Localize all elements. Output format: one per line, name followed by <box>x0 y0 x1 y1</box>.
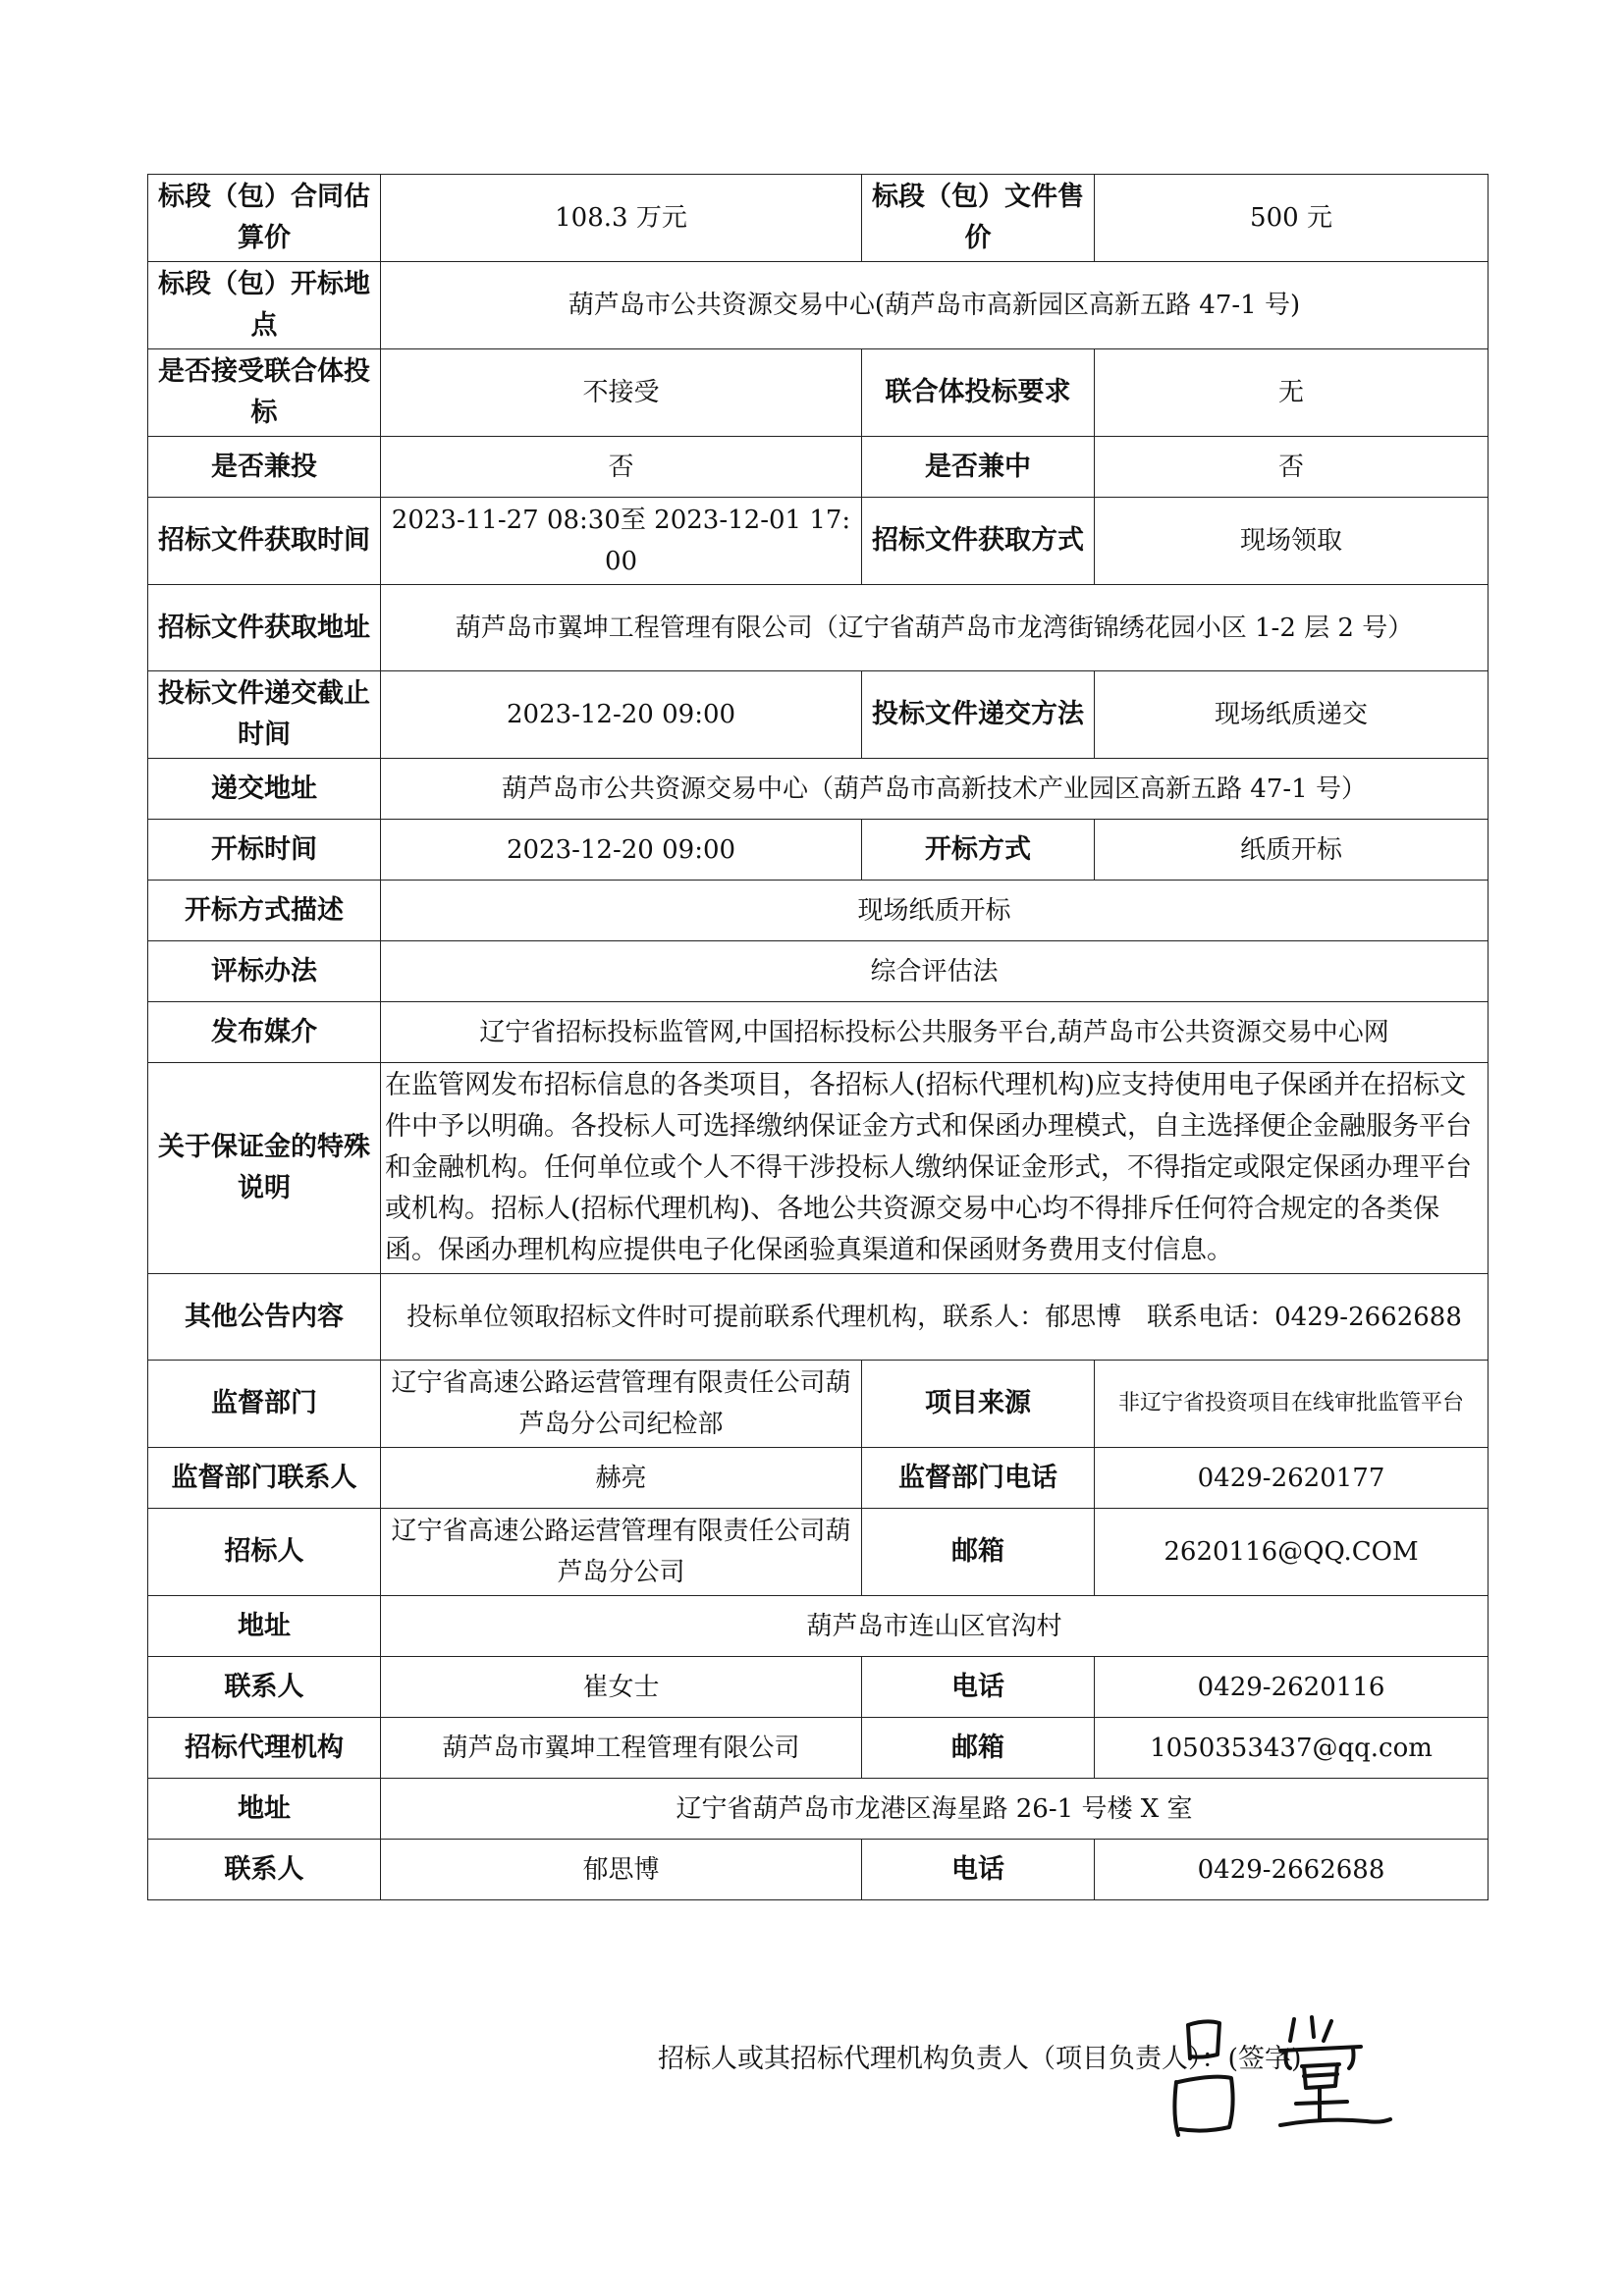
label-document-price: 标段（包）文件售价 <box>862 175 1095 262</box>
row-evaluation <box>148 941 1489 1002</box>
label-tenderer-phone: 电话 <box>862 1657 1095 1718</box>
value-evaluation-method: 综合评估法 <box>381 941 1489 1002</box>
row-tenderer <box>148 1509 1489 1596</box>
label-tenderer-email: 邮箱 <box>862 1509 1095 1596</box>
label-tenderer: 招标人 <box>148 1509 381 1596</box>
value-obtain-place: 葫芦岛市翼坤工程管理有限公司（辽宁省葫芦岛市龙湾街锦绣花园小区 1-2 层 2 号） <box>381 585 1489 671</box>
row-supervision <box>148 1361 1489 1448</box>
label-open-time: 开标时间 <box>148 820 381 881</box>
value-open-time: 2023-12-20 09:00 <box>381 820 862 881</box>
value-project-source: 非辽宁省投资项目在线审批监管平台 <box>1095 1361 1489 1448</box>
label-concurrent-win: 是否兼中 <box>862 437 1095 498</box>
row-agency-contact <box>148 1840 1489 1900</box>
label-supervision-dept: 监督部门 <box>148 1361 381 1448</box>
label-obtain-method: 招标文件获取方式 <box>862 498 1095 585</box>
row-tenderer-address <box>148 1596 1489 1657</box>
value-submit-method: 现场纸质递交 <box>1095 671 1489 759</box>
value-agency-address: 辽宁省葫芦岛市龙港区海星路 26-1 号楼 X 室 <box>381 1779 1489 1840</box>
value-tenderer-address: 葫芦岛市连山区官沟村 <box>381 1596 1489 1657</box>
value-tenderer-contact: 崔女士 <box>381 1657 862 1718</box>
label-tenderer-contact: 联系人 <box>148 1657 381 1718</box>
label-open-description: 开标方式描述 <box>148 881 381 941</box>
label-open-place: 标段（包）开标地点 <box>148 262 381 349</box>
row-price <box>148 175 1489 262</box>
row-open-place <box>148 262 1489 349</box>
label-publish-media: 发布媒介 <box>148 1002 381 1063</box>
row-deposit <box>148 1063 1489 1274</box>
label-obtain-place: 招标文件获取地址 <box>148 585 381 671</box>
value-obtain-method: 现场领取 <box>1095 498 1489 585</box>
value-supervision-phone: 0429-2620177 <box>1095 1448 1489 1509</box>
value-tenderer-phone: 0429-2620116 <box>1095 1657 1489 1718</box>
row-concurrent <box>148 437 1489 498</box>
row-deadline <box>148 671 1489 759</box>
label-concurrent-bid: 是否兼投 <box>148 437 381 498</box>
value-agency-email: 1050353437@qq.com <box>1095 1718 1489 1779</box>
row-obtain <box>148 498 1489 585</box>
row-open-time <box>148 820 1489 881</box>
value-supervision-dept: 辽宁省高速公路运营管理有限责任公司葫芦岛分公司纪检部 <box>381 1361 862 1448</box>
label-consortium-requirements: 联合体投标要求 <box>862 349 1095 437</box>
value-concurrent-win: 否 <box>1095 437 1489 498</box>
value-submit-place: 葫芦岛市公共资源交易中心（葫芦岛市高新技术产业园区高新五路 47-1 号） <box>381 759 1489 820</box>
label-contract-price: 标段（包）合同估算价 <box>148 175 381 262</box>
row-tenderer-contact <box>148 1657 1489 1718</box>
label-agency-address: 地址 <box>148 1779 381 1840</box>
value-open-description: 现场纸质开标 <box>381 881 1489 941</box>
row-supervision-contact <box>148 1448 1489 1509</box>
label-tenderer-address: 地址 <box>148 1596 381 1657</box>
value-agency-phone: 0429-2662688 <box>1095 1840 1489 1900</box>
label-deposit-notes: 关于保证金的特殊说明 <box>148 1063 381 1274</box>
label-supervision-phone: 监督部门电话 <box>862 1448 1095 1509</box>
label-agency: 招标代理机构 <box>148 1718 381 1779</box>
label-obtain-time: 招标文件获取时间 <box>148 498 381 585</box>
label-accept-consortium: 是否接受联合体投标 <box>148 349 381 437</box>
value-open-place: 葫芦岛市公共资源交易中心(葫芦岛市高新园区高新五路 47-1 号) <box>381 262 1489 349</box>
value-obtain-time: 2023-11-27 08:30至 2023-12-01 17:00 <box>381 498 862 585</box>
value-accept-consortium: 不接受 <box>381 349 862 437</box>
row-submit-place <box>148 759 1489 820</box>
value-contract-price: 108.3 万元 <box>381 175 862 262</box>
label-submit-place: 递交地址 <box>148 759 381 820</box>
row-open-description <box>148 881 1489 941</box>
label-submit-deadline: 投标文件递交截止时间 <box>148 671 381 759</box>
row-other <box>148 1274 1489 1361</box>
label-agency-email: 邮箱 <box>862 1718 1095 1779</box>
value-deposit-notes: 在监管网发布招标信息的各类项目，各招标人(招标代理机构)应支持使用电子保函并在招标文件中予以明确。各投标人可选择缴纳保证金方式和保函办理模式，自主选择便企金融服务平台和金融机构。任何单位或个人不得干涉投标人缴纳保证金形式，不得指定或限定保函办理平台或机构。招标人(招标代理机构)、各地公共资源交易中心均不得排斥任何符合规定的各类保函。保函办理机构应提供电子化保函验真渠道和保函财务费用支付信息。 <box>381 1063 1489 1274</box>
value-agency-contact: 郁思博 <box>381 1840 862 1900</box>
value-agency: 葫芦岛市翼坤工程管理有限公司 <box>381 1718 862 1779</box>
handwritten-signature <box>1159 1998 1404 2145</box>
value-other-content: 投标单位领取招标文件时可提前联系代理机构，联系人：郁思博 联系电话：0429-2662688 <box>381 1274 1489 1361</box>
label-open-method: 开标方式 <box>862 820 1095 881</box>
label-submit-method: 投标文件递交方法 <box>862 671 1095 759</box>
label-agency-phone: 电话 <box>862 1840 1095 1900</box>
value-tenderer: 辽宁省高速公路运营管理有限责任公司葫芦岛分公司 <box>381 1509 862 1596</box>
tender-info-table <box>147 174 1489 1900</box>
row-agency <box>148 1718 1489 1779</box>
label-other-content: 其他公告内容 <box>148 1274 381 1361</box>
value-submit-deadline: 2023-12-20 09:00 <box>381 671 862 759</box>
row-obtain-place <box>148 585 1489 671</box>
label-agency-contact: 联系人 <box>148 1840 381 1900</box>
signature-line: 招标人或其招标代理机构负责人（项目负责人）：(签字) <box>658 2044 1302 2074</box>
value-consortium-requirements: 无 <box>1095 349 1489 437</box>
value-document-price: 500 元 <box>1095 175 1489 262</box>
value-publish-media: 辽宁省招标投标监管网,中国招标投标公共服务平台,葫芦岛市公共资源交易中心网 <box>381 1002 1489 1063</box>
label-supervision-contact: 监督部门联系人 <box>148 1448 381 1509</box>
value-concurrent-bid: 否 <box>381 437 862 498</box>
label-project-source: 项目来源 <box>862 1361 1095 1448</box>
row-consortium <box>148 349 1489 437</box>
value-open-method: 纸质开标 <box>1095 820 1489 881</box>
label-evaluation-method: 评标办法 <box>148 941 381 1002</box>
row-media <box>148 1002 1489 1063</box>
value-supervision-contact: 赫亮 <box>381 1448 862 1509</box>
value-tenderer-email: 2620116@QQ.COM <box>1095 1509 1489 1596</box>
row-agency-address <box>148 1779 1489 1840</box>
